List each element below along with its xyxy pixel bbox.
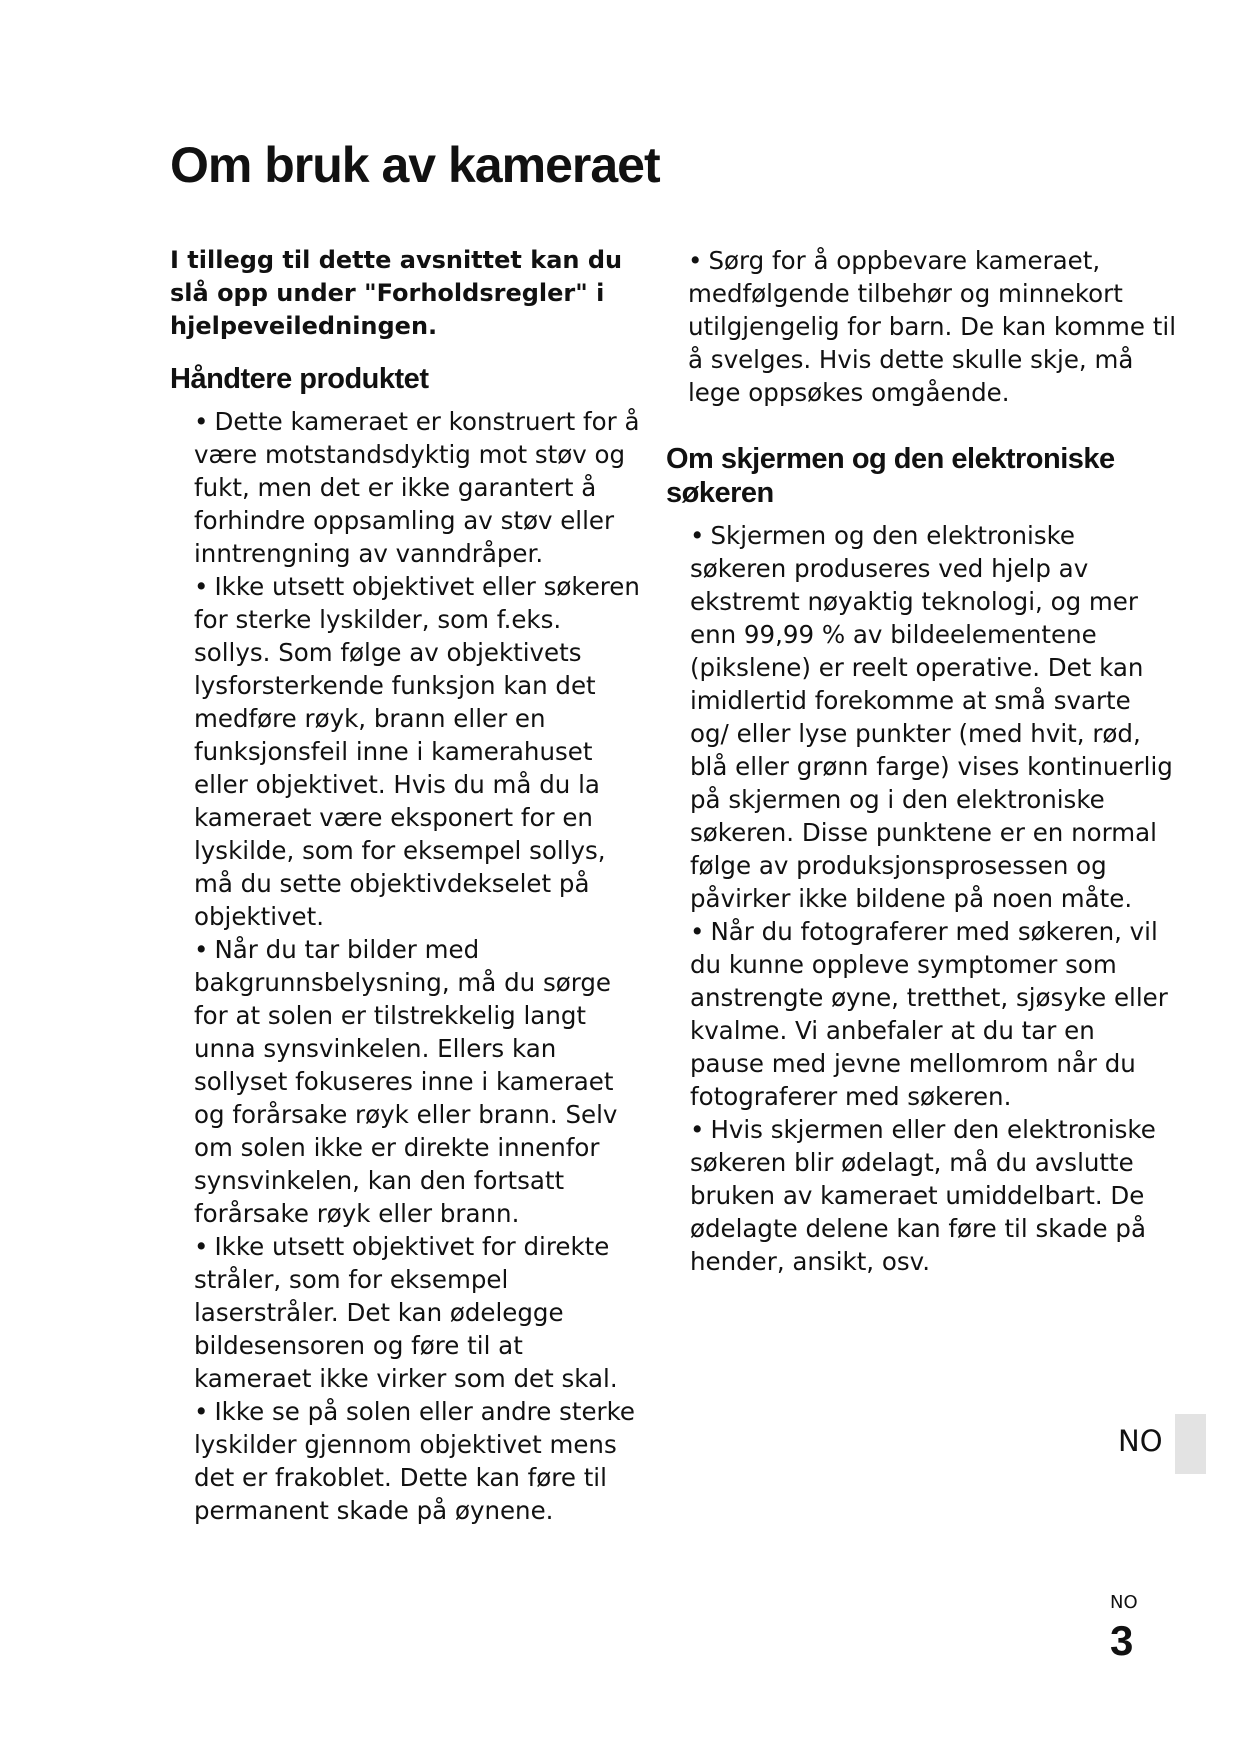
side-tab-label: NO xyxy=(1118,1424,1163,1458)
bullet-icon: • xyxy=(194,1232,209,1261)
bullet-icon: • xyxy=(194,407,209,436)
page-title: Om bruk av kameraet xyxy=(170,137,660,193)
intro-paragraph: I tillegg til dette avsnittet kan du slå opp under "Forholdsregler" i hjelpeveiledningen. xyxy=(170,246,623,340)
list-item-text: Sørg for å oppbevare kameraet, medfølgende tilbehør og minnekort utilgjengelig for barn. De kan komme til å svelges. Hvis dette skulle skje, må lege oppsøkes omgående. xyxy=(688,246,1177,407)
list-item xyxy=(688,244,1176,409)
list-item xyxy=(690,519,1176,915)
bullet-icon: • xyxy=(194,1397,209,1426)
section-heading-handling: Håndtere produktet xyxy=(170,363,429,395)
list-item-text: Når du tar bilder med bakgrunnsbelysning, må du sørge for at solen er tilstrekkelig langt unna synsvinkelen. Ellers kan sollyset fokuseres inne i kameraet og forårsake røyk eller brann. Selv om solen ikke er direkte innenfor synsvinkelen, kan den fortsatt forårsake røyk eller brann. xyxy=(194,935,618,1228)
list-item xyxy=(194,1230,645,1395)
bullet-icon: • xyxy=(194,572,209,601)
handling-bullet-list-continued xyxy=(666,244,1176,409)
screen-bullet-list xyxy=(666,519,1176,1278)
bullet-icon: • xyxy=(690,1115,705,1144)
list-item-text: Ikke se på solen eller andre sterke lyskilder gjennom objektivet mens det er frakoblet. Dette kan føre til permanent skade på øynene. xyxy=(194,1397,635,1525)
handling-bullet-list xyxy=(170,405,645,1527)
list-item xyxy=(690,915,1176,1113)
list-item xyxy=(194,933,645,1230)
side-tab-marker xyxy=(1175,1414,1206,1474)
bullet-icon: • xyxy=(194,935,209,964)
bullet-icon: • xyxy=(690,521,705,550)
footer-language-code: NO xyxy=(1110,1592,1138,1613)
list-item xyxy=(690,1113,1176,1278)
bullet-icon: • xyxy=(690,917,705,946)
list-item xyxy=(194,405,645,570)
right-column xyxy=(666,244,1176,1278)
list-item xyxy=(194,1395,645,1527)
bullet-icon: • xyxy=(688,246,703,275)
list-item-text: Ikke utsett objektivet for direkte stråler, som for eksempel laserstråler. Det kan ødelegge bildesensoren og føre til at kameraet ikke virker som det skal. xyxy=(194,1232,618,1393)
list-item-text: Dette kameraet er konstruert for å være motstandsdyktig mot støv og fukt, men det er ikke garantert å forhindre oppsamling av støv eller inntrengning av vanndråper. xyxy=(194,407,640,568)
page-number: 3 xyxy=(1110,1617,1134,1664)
left-column xyxy=(170,244,645,1527)
list-item-text: Hvis skjermen eller den elektroniske søkeren blir ødelagt, må du avslutte bruken av kameraet umiddelbart. De ødelagte delene kan føre til skade på hender, ansikt, osv. xyxy=(690,1115,1156,1276)
list-item-text: Når du fotograferer med søkeren, vil du kunne oppleve symptomer som anstrengte øyne, tretthet, sjøsyke eller kvalme. Vi anbefaler at du tar en pause med jevne mellomrom når du fotograferer med søkeren. xyxy=(690,917,1168,1111)
list-item-text: Ikke utsett objektivet eller søkeren for sterke lyskilder, som f.eks. sollys. Som følge av objektivets lysforsterkende funksjon kan det medføre røyk, brann eller en funksjonsfeil inne i kamerahuset eller objektivet. Hvis du må du la kameraet være eksponert for en lyskilde, som for eksempel sollys, må du sette objektivdekselet på objektivet. xyxy=(194,572,640,931)
list-item-text: Skjermen og den elektroniske søkeren produseres ved hjelp av ekstremt nøyaktig teknologi, og mer enn 99,99 % av bildeelementene (pikslene) er reelt operative. Det kan imidlertid forekomme at små svarte og/ eller lyse punkter (med hvit, rød, blå eller grønn farge) vises kontinuerlig på skjermen og i den elektroniske søkeren. Disse punktene er en normal følge av produksjonsprosessen og påvirker ikke bildene på noen måte. xyxy=(690,521,1173,913)
list-item xyxy=(194,570,645,933)
section-heading-screen: Om skjermen og den elektroniske søkeren xyxy=(666,443,1115,509)
